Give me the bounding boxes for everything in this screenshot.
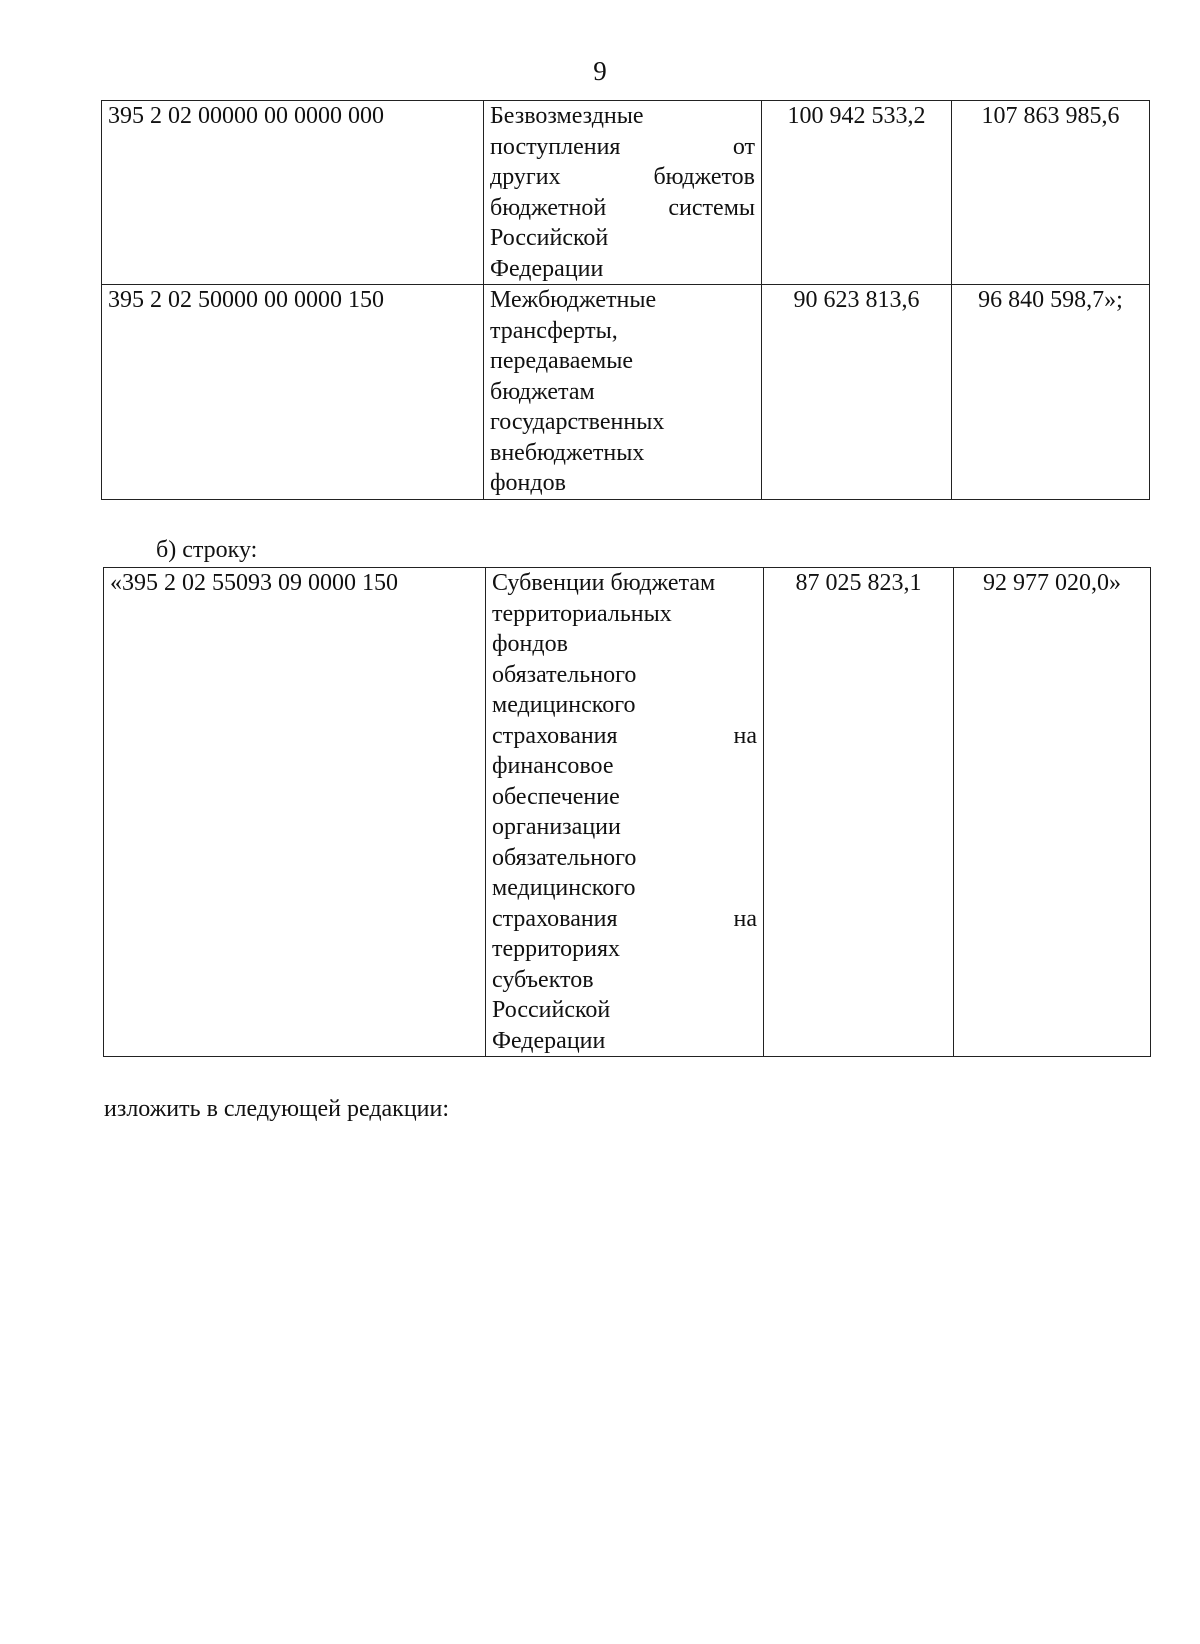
section-subtitle: б) строку: (156, 537, 258, 563)
description-line: Безвозмездные (490, 103, 644, 129)
description-line: бюджетной системы (490, 194, 755, 221)
description-line: Российской (492, 997, 611, 1023)
item-description (484, 101, 762, 285)
amount-year-2: 96 840 598,7»; (952, 285, 1150, 500)
description-line: субъектов (492, 966, 594, 993)
description-line: Федерации (490, 255, 604, 282)
description-line: территориальных (492, 600, 672, 627)
amount-year-2: 107 863 985,6 (952, 101, 1150, 285)
description-line: медицинского (492, 692, 636, 718)
description-line: внебюджетных (490, 439, 645, 466)
amount-year-1: 87 025 823,1 (764, 568, 954, 1057)
description-line: бюджетам (490, 378, 595, 405)
item-description (486, 568, 764, 1057)
description-line: трансферты, (490, 317, 618, 344)
budget-table-2 (103, 567, 1151, 1057)
description-line: поступления от (490, 133, 755, 160)
description-line: обязательного (492, 661, 637, 688)
table-row (104, 568, 1151, 1057)
item-description (484, 285, 762, 500)
closing-text: изложить в следующей редакции: (104, 1096, 450, 1122)
amount-year-2: 92 977 020,0» (954, 568, 1151, 1057)
description-line: Федерации (492, 1027, 606, 1054)
table-row (102, 285, 1150, 500)
table-row (102, 101, 1150, 285)
budget-table-1 (101, 100, 1150, 500)
page-number: 9 (593, 56, 607, 86)
description-line: Межбюджетные (490, 287, 657, 313)
description-line: Субвенции бюджетам (492, 570, 716, 596)
amount-year-1: 100 942 533,2 (762, 101, 952, 285)
description-line: фондов (492, 631, 568, 657)
description-line: территориях (492, 936, 621, 962)
budget-code: 395 2 02 50000 00 0000 150 (102, 285, 484, 500)
description-line: страхования на (492, 905, 757, 932)
description-line: фондов (490, 470, 566, 496)
description-line: страхования на (492, 722, 757, 749)
description-line: обязательного (492, 844, 637, 871)
description-line: организации (492, 814, 621, 840)
budget-code: 395 2 02 00000 00 0000 000 (102, 101, 484, 285)
description-line: обеспечение (492, 783, 620, 810)
description-line: медицинского (492, 875, 636, 901)
description-line: передаваемые (490, 348, 633, 374)
description-line: других бюджетов (490, 164, 755, 190)
amount-year-1: 90 623 813,6 (762, 285, 952, 500)
description-line: финансовое (492, 753, 614, 779)
description-line: Российской (490, 225, 609, 251)
budget-code: «395 2 02 55093 09 0000 150 (104, 568, 486, 1057)
description-line: государственных (490, 409, 665, 435)
